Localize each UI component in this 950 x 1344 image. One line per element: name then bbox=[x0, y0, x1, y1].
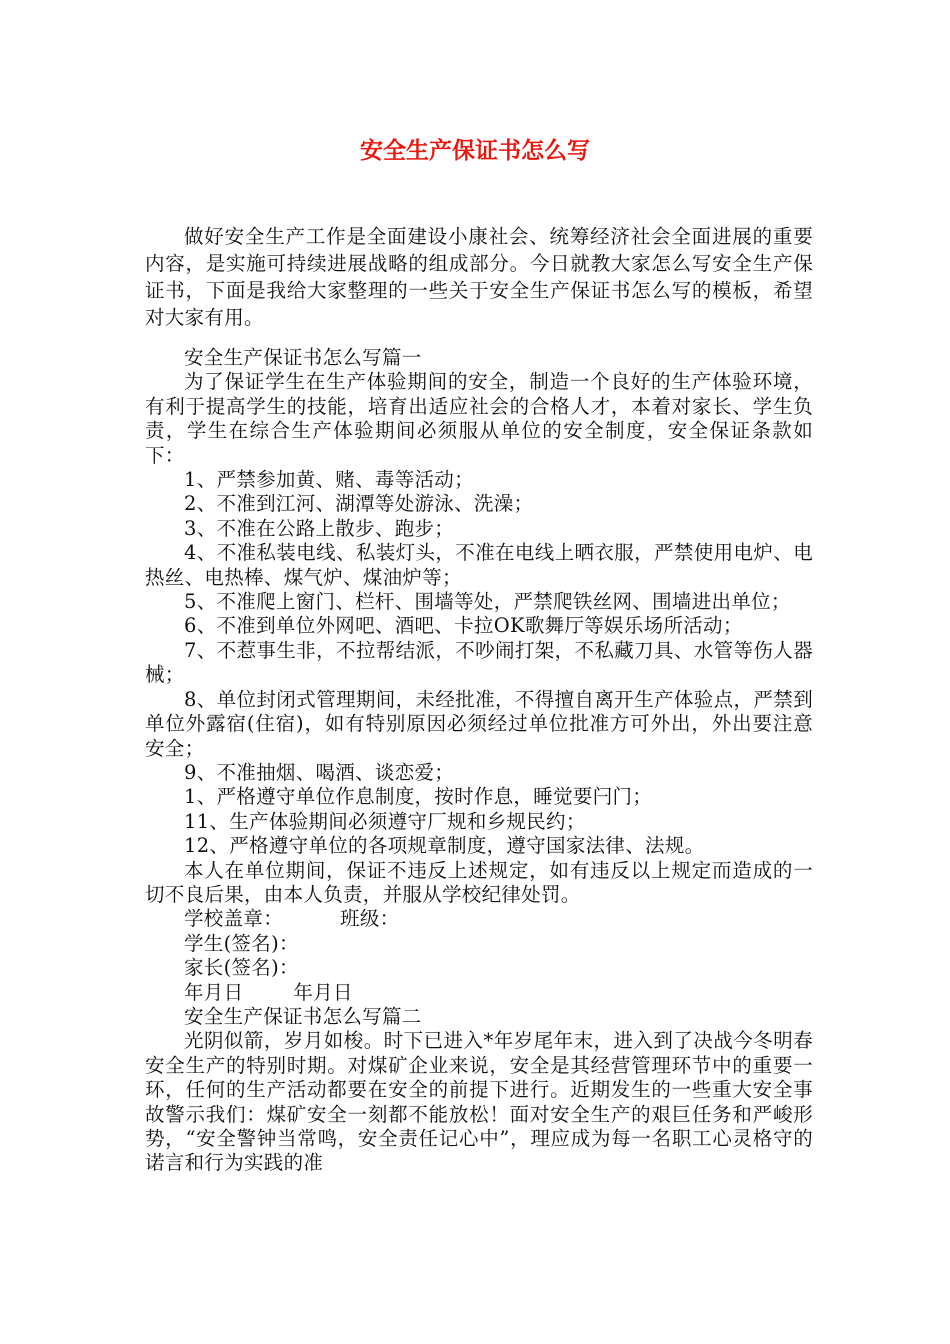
section2-paragraph: 光阴似箭，岁月如梭。时下已进入*年岁尾年末，进入到了决战今冬明春安全生产的特别时期。对煤矿企业来说，安全是其经营管理环节中的重要一环，任何的生产活动都要在安全的前提下进行。近期发生的一些重大安全事故警示我们：煤矿安全一刻都不能放松！面对安全生产的艰巨任务和严峻形势，“安全警钟当常鸣，安全责任记心中”，理应成为每一名职工心灵格守的诺言和行为实践的准 bbox=[145, 1029, 813, 1175]
rule-item: 4、不准私装电线、私装灯头，不准在电线上晒衣服，严禁使用电炉、电热丝、电热棒、煤气炉、煤油炉等； bbox=[145, 541, 813, 589]
school-seal-row bbox=[145, 907, 813, 931]
rule-item: 2、不准到江河、湖潭等处游泳、洗澡； bbox=[184, 492, 534, 516]
student-sign-label: 学生(签名)： bbox=[184, 931, 299, 955]
rule-item: 11、生产体验期间必须遵守厂规和乡规民约； bbox=[184, 809, 586, 833]
rule-item: 7、不惹事生非，不拉帮结派，不吵闹打架，不私藏刀具、水管等伤人器械； bbox=[145, 638, 813, 687]
document-title: 安全生产保证书怎么写 bbox=[360, 138, 590, 164]
date-label-1: 年月日 bbox=[184, 980, 244, 1004]
student-sign-row bbox=[145, 932, 813, 956]
intro-block bbox=[145, 223, 813, 331]
school-seal-label: 学校盖章： bbox=[184, 907, 284, 931]
parent-sign-row bbox=[145, 956, 813, 980]
main-content bbox=[145, 346, 813, 1176]
date-row bbox=[145, 981, 813, 1005]
section2-heading: 安全生产保证书怎么写篇二 bbox=[184, 1004, 422, 1028]
section1-intro: 为了保证学生在生产体验期间的安全，制造一个良好的生产体验环境，有利于提高学生的技能，培育出适应社会的合格人才，本着对家长、学生负责，学生在综合生产体验期间必须服从单位的安全制度，安全保证条款如下： bbox=[145, 370, 813, 467]
pledge-paragraph: 本人在单位期间，保证不违反上述规定，如有违反以上规定而造成的一切不良后果，由本人负责，并服从学校纪律处罚。 bbox=[145, 858, 813, 906]
intro-paragraph: 做好安全生产工作是全面建设小康社会、统筹经济社会全面进展的重要内容，是实施可持续进展战略的组成部分。今日就教大家怎么写安全生产保证书，下面是我给大家整理的一些关于安全生产保证书怎么写的模板，希望对大家有用。 bbox=[145, 225, 813, 329]
parent-sign-label: 家长(签名)： bbox=[184, 956, 299, 980]
rule-item: 1、严禁参加黄、赌、毒等活动； bbox=[184, 468, 474, 492]
date-label-2: 年月日 bbox=[293, 980, 353, 1004]
rule-item: 9、不准抽烟、喝酒、谈恋爱； bbox=[184, 760, 455, 784]
rule-item: 12、严格遵守单位的各项规章制度，遵守国家法律、法规。 bbox=[184, 834, 705, 858]
rule-item: 5、不准爬上窗门、栏杆、围墙等处，严禁爬铁丝网、围墙进出单位； bbox=[184, 590, 791, 614]
rule-item: 3、不准在公路上散步、跑步； bbox=[184, 516, 455, 540]
rule-item: 8、单位封闭式管理期间，未经批准，不得擅自离开生产体验点，严禁到单位外露宿(住宿)，如有特别原因必须经过单位批准方可外出，外出要注意安全； bbox=[145, 687, 813, 760]
section1-heading: 安全生产保证书怎么写篇一 bbox=[184, 346, 422, 369]
class-label: 班级： bbox=[340, 907, 400, 931]
rule-item: 6、不准到单位外网吧、酒吧、卡拉OK歌舞厅等娱乐场所活动； bbox=[184, 614, 743, 638]
rule-item: 1、严格遵守单位作息制度，按时作息，睡觉要闩门； bbox=[184, 785, 653, 809]
